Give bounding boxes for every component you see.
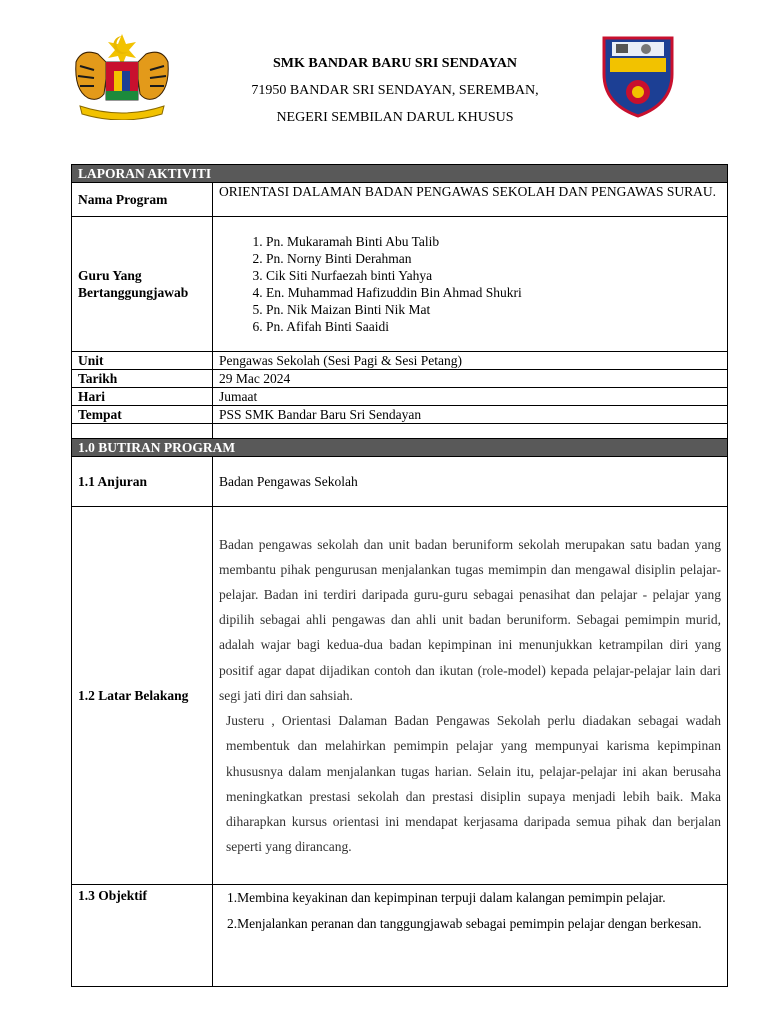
- row-tempat: [72, 406, 728, 424]
- row-objektif: [72, 885, 728, 987]
- list-item: 2. Pn. Norny Binti Derahman: [266, 250, 721, 267]
- list-item: 4. En. Muhammad Hafizuddin Bin Ahmad Shukri: [266, 284, 721, 301]
- letterhead: [0, 0, 768, 150]
- value-guru-list-cell: [213, 217, 728, 352]
- list-item: 1. Pn. Mukaramah Binti Abu Talib: [266, 233, 721, 250]
- value-anjuran: Badan Pengawas Sekolah: [213, 457, 728, 507]
- background-paragraph-2: Justeru , Orientasi Dalaman Badan Pengawas Sekolah perlu diadakan sebagai wadah membentuk dan melahirkan pemimpin pelajar yang mempunyai karisma kepimpinan khususnya dalam menjalankan tugas harian. Selain itu, pelajar-pelajar ini akan berusaha meningkatkan prestasi sekolah dan prestasi disiplin supaya menjadi lebih baik. Maka diharapkan kursus orientasi ini mendapat kerjasama daripada semua pihak dan berjalan seperti yang dirancang.: [226, 713, 721, 855]
- teacher-list: [219, 233, 721, 335]
- section-title-butiran-program: 1.0 BUTIRAN PROGRAM: [72, 439, 728, 457]
- school-name: SMK BANDAR BARU SRI SENDAYAN: [272, 56, 517, 71]
- list-item: 5. Pn. Nik Maizan Binti Nik Mat: [266, 301, 721, 318]
- label-objektif: 1.3 Objektif: [72, 885, 213, 987]
- value-objektif-cell: [213, 885, 728, 987]
- value-tarikh: 29 Mac 2024: [213, 370, 728, 388]
- row-hari: [72, 388, 728, 406]
- objective-item-2: 2.Menjalankan peranan dan tanggungjawab sebagai pemimpin pelajar dengan berkesan.: [227, 915, 702, 931]
- row-latar-belakang: [72, 507, 728, 885]
- background-paragraph-1: Badan pengawas sekolah dan unit badan beruniform sekolah merupakan satu badan yang membantu pihak pengurusan menjalankan tugas memimpin dan mengawal disiplin pelajar-pelajar. Badan ini terdiri daripada guru-guru sebagai penasihat dan pelajar - pelajar yang dipilih sebagai ahli pengawas dan ahli unit badan beruniform. Sebagai pemimpin murid, adalah wajar bagi kedua-dua badan kepimpinan ini menunjukkan ketrampilan diri yang positif agar dapat dijadikan contoh dan ikutan (role-model) kepada pelajar-pelajar lain dari segi jati diri dan sahsiah.: [219, 536, 721, 703]
- value-nama-program: ORIENTASI DALAMAN BADAN PENGAWAS SEKOLAH DAN PENGAWAS SURAU.: [213, 183, 728, 217]
- value-latar-belakang-cell: [213, 507, 728, 885]
- school-address-block: [200, 50, 590, 131]
- row-guru-bertanggungjawab: [72, 217, 728, 352]
- malaysia-coat-of-arms-icon: [70, 32, 174, 120]
- label-tempat: Tempat: [72, 406, 213, 424]
- label-latar-belakang: 1.2 Latar Belakang: [72, 507, 213, 885]
- label-anjuran: 1.1 Anjuran: [72, 457, 213, 507]
- section-title-laporan-aktiviti: LAPORAN AKTIVITI: [72, 165, 728, 183]
- spacer-cell: [213, 424, 728, 439]
- section-header-butiran: [72, 439, 728, 457]
- value-unit: Pengawas Sekolah (Sesi Pagi & Sesi Petang): [213, 352, 728, 370]
- row-nama-program: [72, 183, 728, 217]
- list-item: 3. Cik Siti Nurfaezah binti Yahya: [266, 267, 721, 284]
- value-hari: Jumaat: [213, 388, 728, 406]
- address-line-2: NEGERI SEMBILAN DARUL KHUSUS: [276, 110, 514, 125]
- spacer-cell: [72, 424, 213, 439]
- row-anjuran: [72, 457, 728, 507]
- label-nama-program: Nama Program: [72, 183, 213, 217]
- activity-report-table: [71, 164, 728, 987]
- address-line-1: 71950 BANDAR SRI SENDAYAN, SEREMBAN,: [251, 83, 539, 98]
- label-unit: Unit: [72, 352, 213, 370]
- value-tempat: PSS SMK Bandar Baru Sri Sendayan: [213, 406, 728, 424]
- spacer-row: [72, 424, 728, 439]
- list-item: 6. Pn. Afifah Binti Saaidi: [266, 318, 721, 335]
- label-hari: Hari: [72, 388, 213, 406]
- section-header-laporan: [72, 165, 728, 183]
- label-guru-bertanggungjawab: Guru Yang Bertanggungjawab: [72, 217, 213, 352]
- objective-item-1: 1.Membina keyakinan dan kepimpinan terpuji dalam kalangan pemimpin pelajar.: [227, 890, 666, 905]
- row-unit: [72, 352, 728, 370]
- label-tarikh: Tarikh: [72, 370, 213, 388]
- school-logo-icon: [600, 34, 676, 118]
- row-tarikh: [72, 370, 728, 388]
